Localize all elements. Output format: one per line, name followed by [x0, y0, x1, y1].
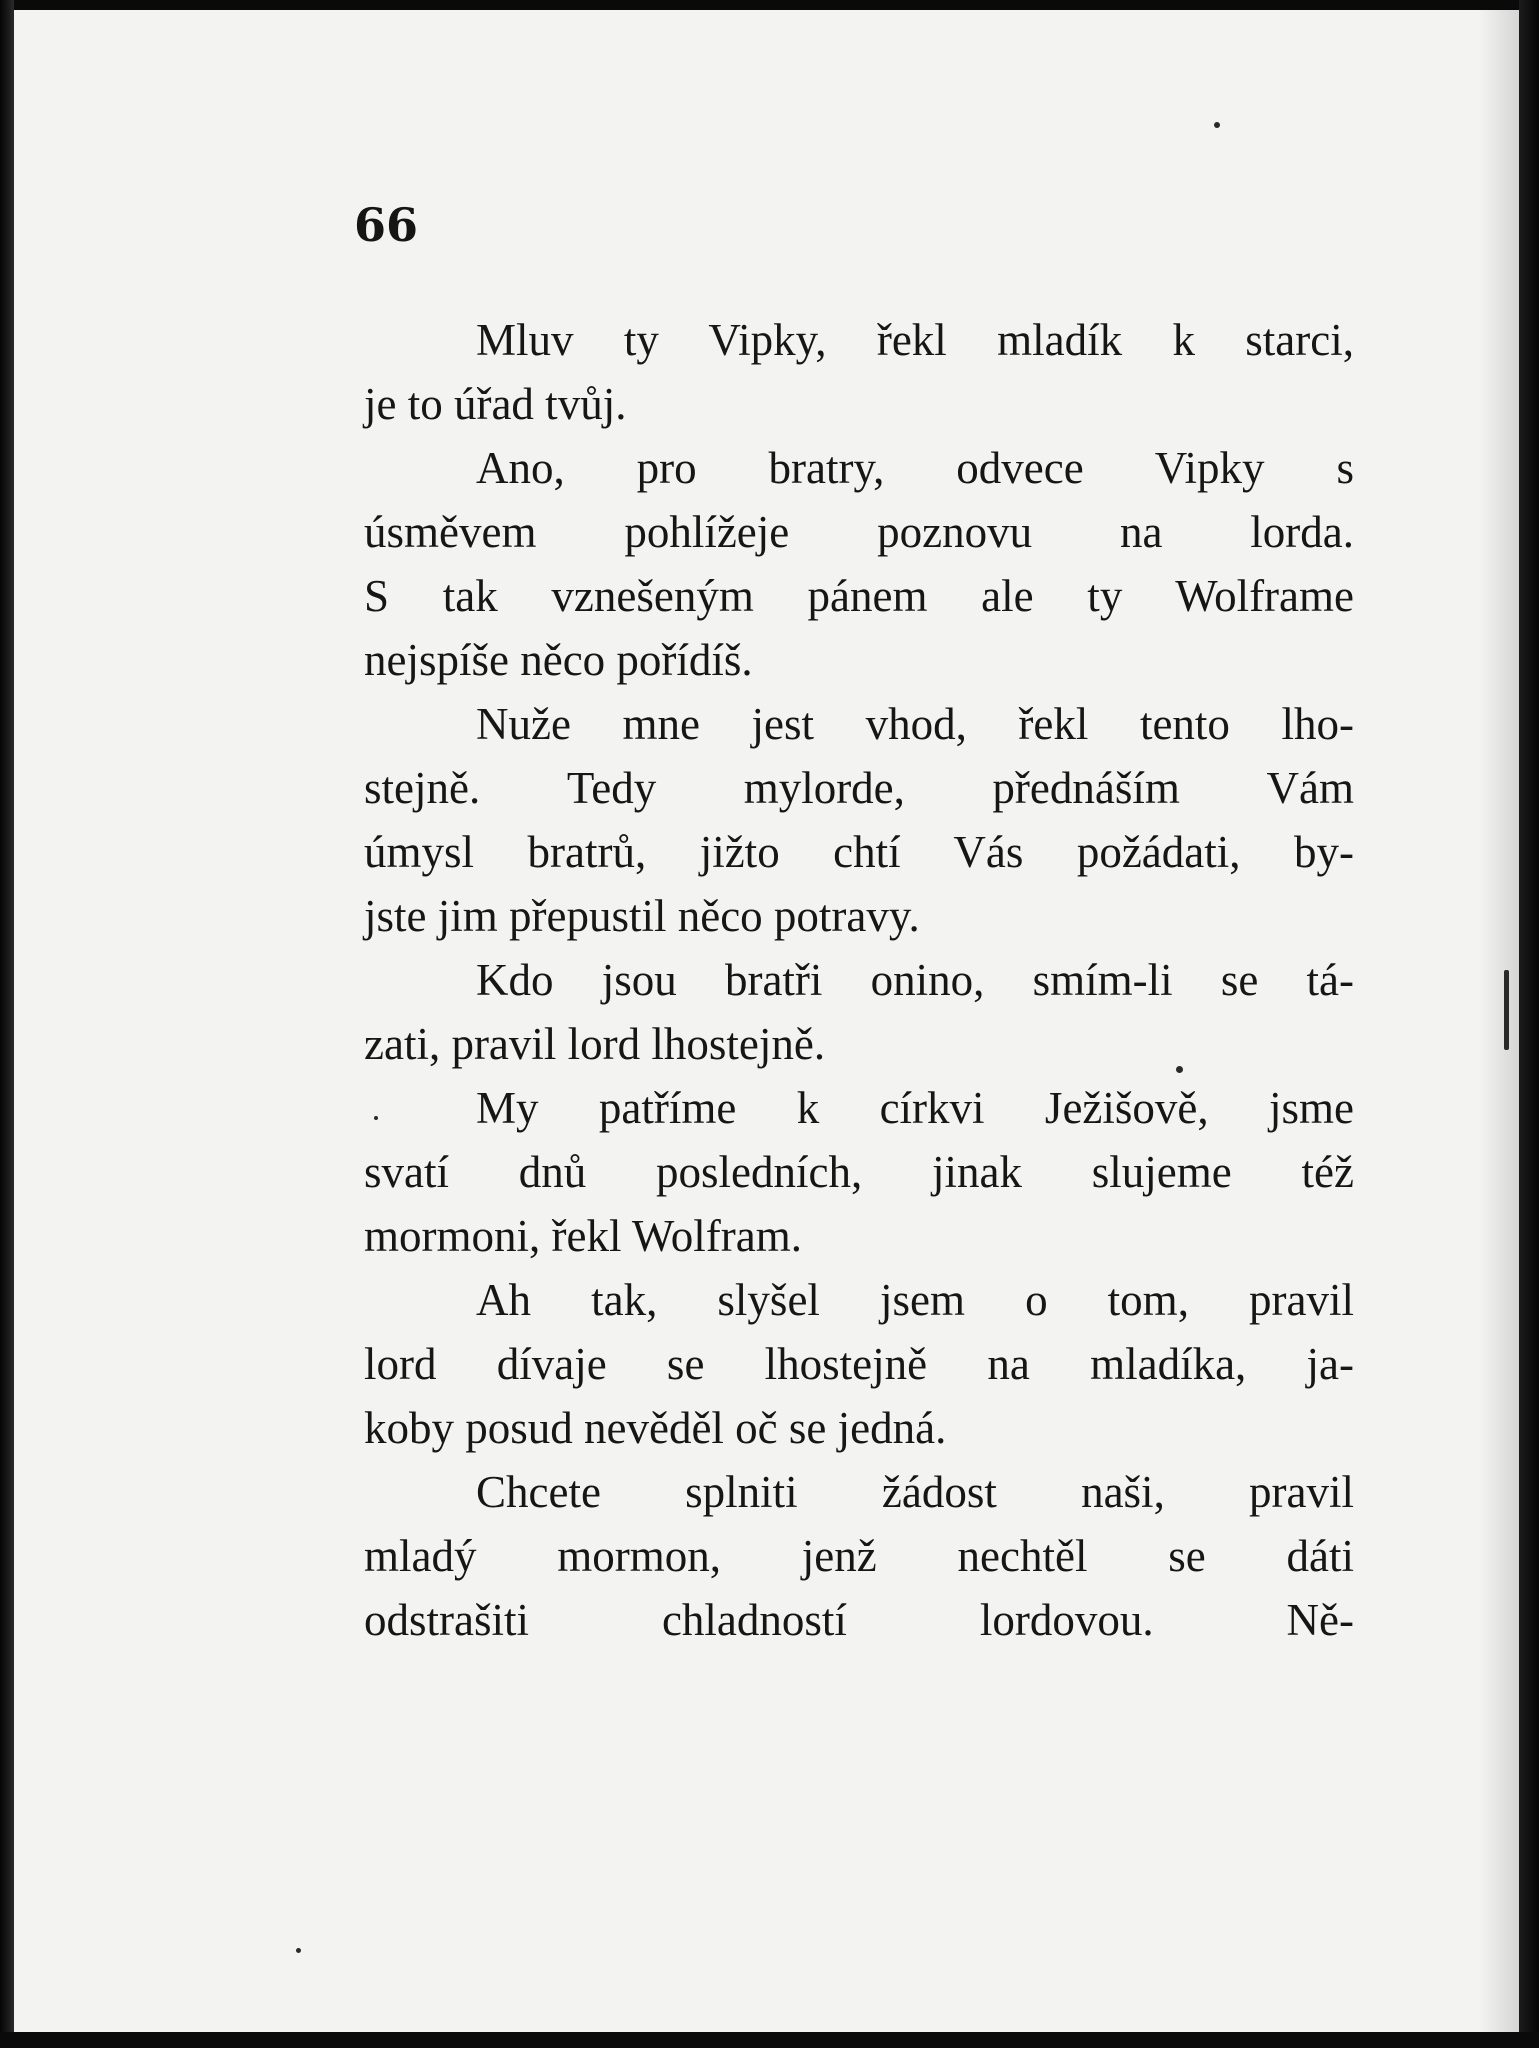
text-line: úmysl bratrů, jižto chtí Vás požádati, by-	[364, 827, 1354, 877]
text-line: stejně. Tedy mylorde, přednáším Vám	[364, 763, 1354, 813]
body-text	[364, 308, 1354, 1652]
text-line: odstrašiti chladností lordovou. Ně-	[364, 1595, 1354, 1645]
text-line: Mluv ty Vipky, řekl mladík k starci,	[476, 315, 1354, 365]
scan-speck	[1176, 1066, 1183, 1073]
text-line: lord dívaje se lhostejně na mladíka, ja-	[364, 1339, 1354, 1389]
text-line: mormoni, řekl Wolfram.	[364, 1211, 802, 1261]
text-line: jste jim přepustil něco potravy.	[364, 891, 920, 941]
text-line: zati, pravil lord lhostejně.	[364, 1019, 826, 1069]
text-line: Ano, pro bratry, odvece Vipky s	[476, 443, 1354, 493]
scan-edge-top	[0, 0, 1539, 10]
scan-speck	[1504, 970, 1509, 1050]
text-line: Kdo jsou bratři onino, smím-li se tá-	[476, 955, 1354, 1005]
page-number: 66	[354, 198, 419, 252]
text-line: koby posud nevěděl oč se jedná.	[364, 1403, 947, 1453]
text-line: mladý mormon, jenž nechtěl se dáti	[364, 1531, 1354, 1581]
scan-edge-left	[0, 0, 14, 2048]
scan-edge-right	[1519, 0, 1539, 2048]
text-line: My patříme k církvi Ježišově, jsme	[476, 1083, 1354, 1133]
text-line: nejspíše něco pořídíš.	[364, 635, 753, 685]
text-line: Ah tak, slyšel jsem o tom, pravil	[476, 1275, 1354, 1325]
scan-edge-bottom	[0, 2032, 1539, 2048]
scan-speck	[374, 1116, 378, 1120]
text-line: je to úřad tvůj.	[364, 379, 627, 429]
text-line: Chcete splniti žádost naši, pravil	[476, 1467, 1354, 1517]
text-line: úsměvem pohlížeje poznovu na lorda.	[364, 507, 1354, 557]
text-line: S tak vznešeným pánem ale ty Wolframe	[364, 571, 1354, 621]
text-line: Nuže mne jest vhod, řekl tento lho-	[476, 699, 1354, 749]
scan-speck	[296, 1948, 301, 1953]
page-shadow	[1479, 10, 1519, 2032]
scan-speck	[1214, 122, 1220, 128]
book-page	[14, 10, 1519, 2032]
text-line: svatí dnů posledních, jinak slujeme též	[364, 1147, 1354, 1197]
